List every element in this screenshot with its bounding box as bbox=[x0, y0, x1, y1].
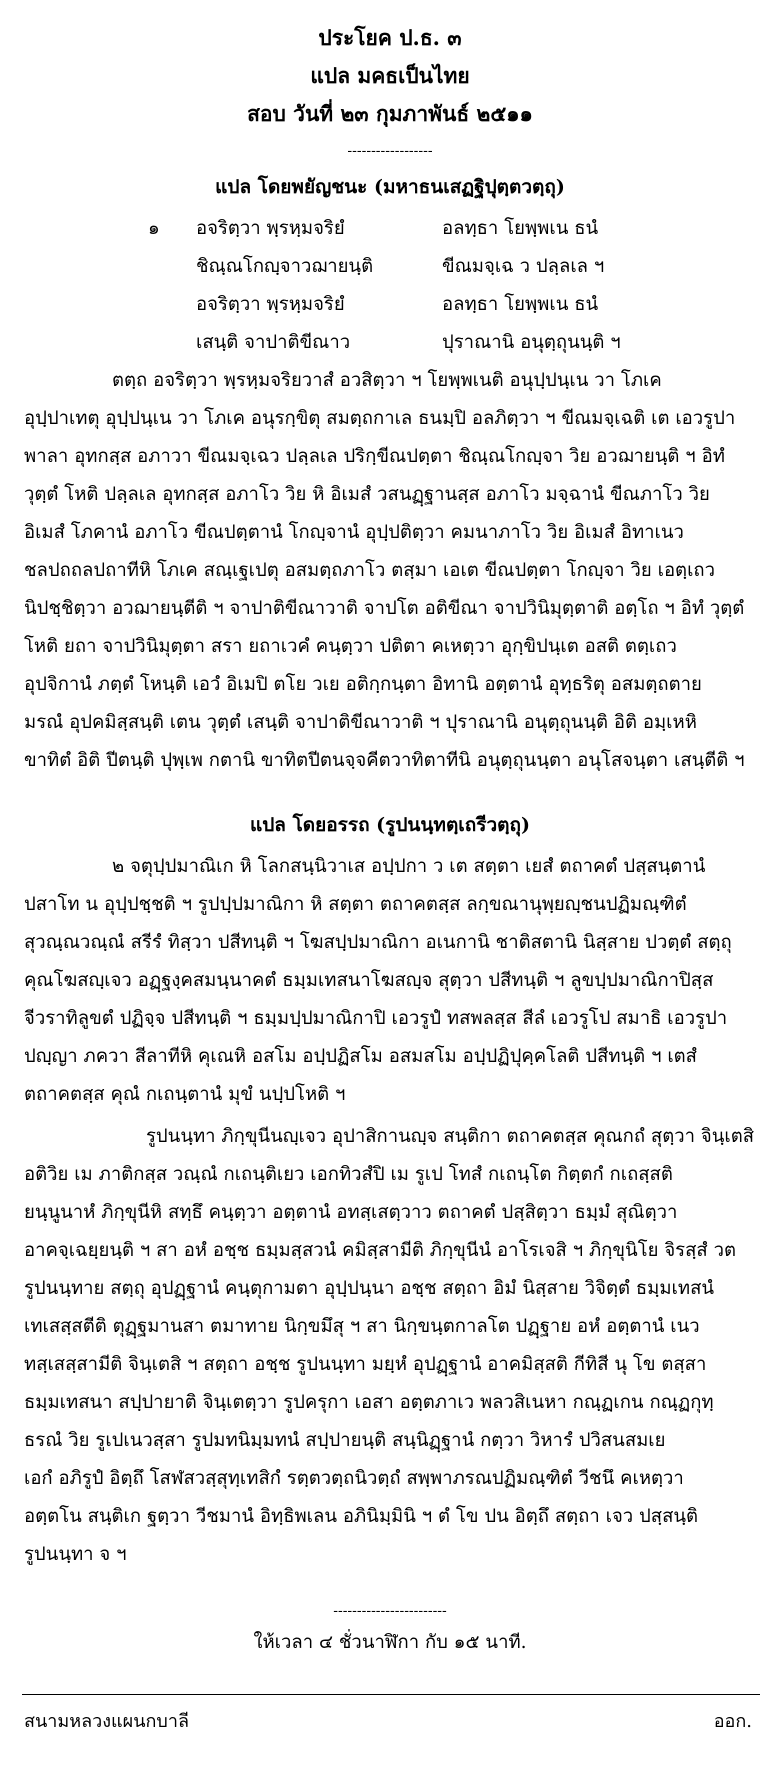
verse-line-left: อจริตฺวา พฺรหฺมจริยํ bbox=[196, 294, 345, 315]
exam-subject-heading: แปล มคธเป็นไทย bbox=[310, 63, 470, 88]
text-line: พาลา อุทกสฺส อภาวา ขีณมจฺเฉว ปลฺลเล ปริกฺขีณปตฺตา ชิณฺณโกญฺจา วิย อวฌายนฺติ ฯ อิทํ bbox=[24, 446, 725, 467]
text-line: อาคจฺเฉยฺยนฺติ ฯ สา อหํ อชฺช ธมฺมสฺสวนํ คมิสฺสามีติ ภิกฺขุนีนํ อาโรเจสิ ฯ ภิกฺขุนิโย จิรสฺสํ วต bbox=[24, 1240, 736, 1261]
text-line: เอกํ อภิรูปํ อิตฺถึ โสฬสวสฺสุทฺเทสิกํ รตฺตวตฺถนิวตฺถํ สพฺพาภรณปฏิมณฺฑิตํ วีชนึ คเหตฺวา bbox=[24, 1468, 684, 1489]
exam-level-heading: ประโยค ป.ธ. ๓ bbox=[318, 25, 462, 50]
time-allowed-note: ให้เวลา ๔ ชั่วนาฬิกา กับ ๑๕ นาที. bbox=[253, 1632, 527, 1653]
text-line: คุณโฆสญฺเจว อฏฺฐงฺคสมนฺนาคตํ ธมฺมเทสนาโฆสญฺจ สุตฺวา ปสีทนฺติ ฯ ลูขปฺปมาณิกาปิสฺส bbox=[24, 970, 714, 991]
text-line: ตถาคตสฺส คุณํ กเถนฺตานํ มุขํ นปฺปโหติ ฯ bbox=[24, 1084, 346, 1105]
text-line: ปญฺญา ภควา สีลาทีหิ คุเณหิ อสโม อปฺปฏิสโม อสมสโม อปฺปฏิปุคฺคโลติ ปสีทนฺติ ฯ เตสํ bbox=[24, 1046, 697, 1067]
text-line: ปสาโท น อุปฺปชฺชติ ฯ รูปปฺปมาณิกา หิ สตฺตา ตถาคตสฺส ลกฺขณานุพฺยญฺชนปฏิมณฺฑิตํ bbox=[24, 894, 687, 915]
text-line: โหติ ยถา จาปวินิมุตฺตา สรา ยถาเวคํ คนฺตฺวา ปติตา คเหตฺวา อุกฺขิปนฺเต อสติ ตตฺเถว bbox=[24, 636, 677, 657]
verse-line-right: อลทฺธา โยพฺพเน ธนํ bbox=[442, 218, 599, 239]
text-line: จีวราทิลูขตํ ปฏิจฺจ ปสีทนฺติ ฯ ธมฺมปฺปมาณิกาปิ เอวรูปํ ทสพลสฺส สีลํ เอวรูโป สมาธิ เอวรูปา bbox=[24, 1008, 728, 1029]
issuer-label: สนามหลวงแผนกบาลี bbox=[24, 1711, 189, 1732]
verse-line-left: อจริตฺวา พฺรหฺมจริยํ bbox=[196, 218, 345, 239]
text-line: ยนฺนูนาหํ ภิกฺขุนีหิ สทฺธึ คนฺตฺวา อตฺตานํ อทสฺเสตฺวาว ตถาคตํ ปสฺสิตฺวา ธมฺมํ สุณิตฺวา bbox=[24, 1202, 678, 1223]
footer-divider: ------------------------ bbox=[333, 1603, 447, 1619]
text-line: รูปนนฺทาย สตฺถุ อุปฏฺฐานํ คนฺตุกามตา อุปฺปนฺนา อชฺช สตฺถา อิมํ นิสฺสาย วิจิตฺตํ ธมฺมเทสนํ bbox=[24, 1278, 715, 1299]
text-line: อติวิย เม ภาติกสฺส วณฺณํ กเถนฺติเยว เอกทิวสํปิ เม รูเป โทสํ กเถนฺโต กิตฺตกํ กเถสฺสติ bbox=[24, 1164, 673, 1185]
text-line: อตฺตโน สนฺติเก ฐตฺวา วีชมานํ อิทฺธิพเลน อภินิมฺมินิ ฯ ตํ โข ปน อิตฺถึ สตฺถา เจว ปสฺสนฺติ bbox=[24, 1506, 699, 1527]
text-line: สุวณฺณวณฺณํ สรีรํ ทิสฺวา ปสีทนฺติ ฯ โฆสปฺปมาณิกา อเนกานิ ชาติสตานิ นิสฺสาย ปวตฺตํ สตฺถุ bbox=[24, 932, 732, 953]
text-line: อุปฺปาเทตุ อุปฺปนฺเน วา โภเค อนุรกฺขิตุ สมตฺถกาเล ธนมฺปิ อลภิตฺวา ฯ ขีณมจฺเฉติ เต เอวรูปา bbox=[24, 408, 736, 429]
header-divider: ------------------ bbox=[347, 143, 433, 159]
text-line: อิเมสํ โภคานํ อภาโว ขีณปตฺตานํ โกญฺจานํ อุปฺปติตฺวา คมนาภาโว วิย อิเมสํ อิทาเนว bbox=[24, 522, 684, 543]
exam-date-heading: สอบ วันที่ ๒๓ กุมภาพันธ์ ๒๕๑๑ bbox=[247, 101, 533, 126]
verse-line-right: ขีณมจฺเฉ ว ปลฺลเล ฯ bbox=[442, 256, 605, 277]
text-line: ๒ จตุปฺปมาณิเก หิ โลกสนฺนิวาเส อปฺปกา ว เต สตฺตา เยสํ ตถาคตํ ปสฺสนฺตานํ bbox=[112, 856, 706, 877]
text-line: ตตฺถ อจริตฺวา พฺรหฺมจริยวาสํ อวสิตฺวา ฯ โยพฺพเนติ อนุปฺปนฺเน วา โภเค bbox=[112, 370, 662, 391]
text-line: รูปนนฺทา จ ฯ bbox=[24, 1544, 127, 1565]
verse-line-left: ชิณฺณโกญฺจาวฌายนฺติ bbox=[196, 256, 374, 277]
verse-line-left: เสนฺติ จาปาติขีณาว bbox=[196, 332, 351, 353]
text-line: นิปชฺชิตฺวา อวฌายนฺตีติ ฯ จาปาติขีณาวาติ จาปโต อติขีณา จาปวินิมุตฺตาติ อตฺโถ ฯ อิทํ วุตฺตํ bbox=[24, 598, 745, 619]
section2-title: แปล โดยอรรถ (รูปนนฺทตฺเถรีวตฺถุ) bbox=[250, 814, 530, 836]
section1-title: แปล โดยพยัญชนะ (มหาธนเสฏฐิปุตฺตวตฺถุ) bbox=[215, 176, 565, 198]
text-line: ทสฺเสสฺสามีติ จินฺเตสิ ฯ สตฺถา อชฺช รูปนนฺทา มยฺหํ อุปฏฺฐานํ อาคมิสฺสติ กีทิสี นุ โข ตสฺสา bbox=[24, 1354, 707, 1375]
verse-line-right: อลทฺธา โยพฺพเน ธนํ bbox=[442, 294, 599, 315]
verse-number: ๑ bbox=[148, 218, 160, 239]
text-line: วุตฺตํ โหติ ปลฺลเล อุทกสฺส อภาโว วิย หิ อิเมสํ วสนฏฺฐานสฺส อภาโว มจฺฉานํ ขีณภาโว วิย bbox=[24, 484, 710, 505]
text-line: ธรณํ วิย รูเปเนวสฺสา รูปมทนิมฺมทนํ สปฺปายนฺติ สนฺนิฏฺฐานํ กตฺวา วิหารํ ปวิสนสมเย bbox=[24, 1430, 666, 1451]
text-line: เทเสสฺสตีติ ตุฏฺฐมานสา ตมาทาย นิกฺขมึสุ ฯ สา นิกฺขนฺตกาลโต ปฏฺฐาย อหํ อตฺตานํ เนว bbox=[24, 1316, 700, 1337]
text-line: ขาทิตํ อิติ ปีตนฺติ ปุพฺเพ กตานิ ขาทิตปีตนจฺจคีตวาทิตาทีนิ อนุตฺถุนนฺตา อนุโสจนฺตา เสนฺตีติ ฯ bbox=[24, 750, 745, 771]
issued-label: ออก. bbox=[713, 1711, 752, 1732]
text-line: ชลปถถลปถาทีหิ โภเค สณฺเฐเปตุ อสมตฺถภาโว ตสฺมา เอเต ขีณปตฺตา โกญฺจา วิย เอตฺเถว bbox=[24, 560, 715, 581]
verse-line-right: ปุราณานิ อนุตฺถุนนฺติ ฯ bbox=[442, 332, 621, 353]
footer-rule bbox=[22, 1694, 760, 1695]
text-line: มรณํ อุปคมิสฺสนฺติ เตน วุตฺตํ เสนฺติ จาปาติขีณาวาติ ฯ ปุราณานิ อนุตฺถุนนฺติ อิติ อมฺเหหิ bbox=[24, 712, 697, 733]
text-line: ธมฺมเทสนา สปฺปายาติ จินฺเตตฺวา รูปครุกา เอสา อตฺตภาเว พลวสิเนหา กณฺฏเกน กณฺฏกุทฺ bbox=[24, 1392, 714, 1413]
text-line: อุปจิกานํ ภตฺตํ โหนฺติ เอวํ อิเมปิ ตโย วเย อติกฺกนฺตา อิทานิ อตฺตานํ อุทฺธริตุ อสมตฺถตาย bbox=[24, 674, 702, 695]
text-line: รูปนนฺทา ภิกฺขุนีนญฺเจว อุปาสิกานญฺจ สนฺติกา ตถาคตสฺส คุณกถํ สุตฺวา จินฺเตสิ bbox=[146, 1126, 754, 1147]
